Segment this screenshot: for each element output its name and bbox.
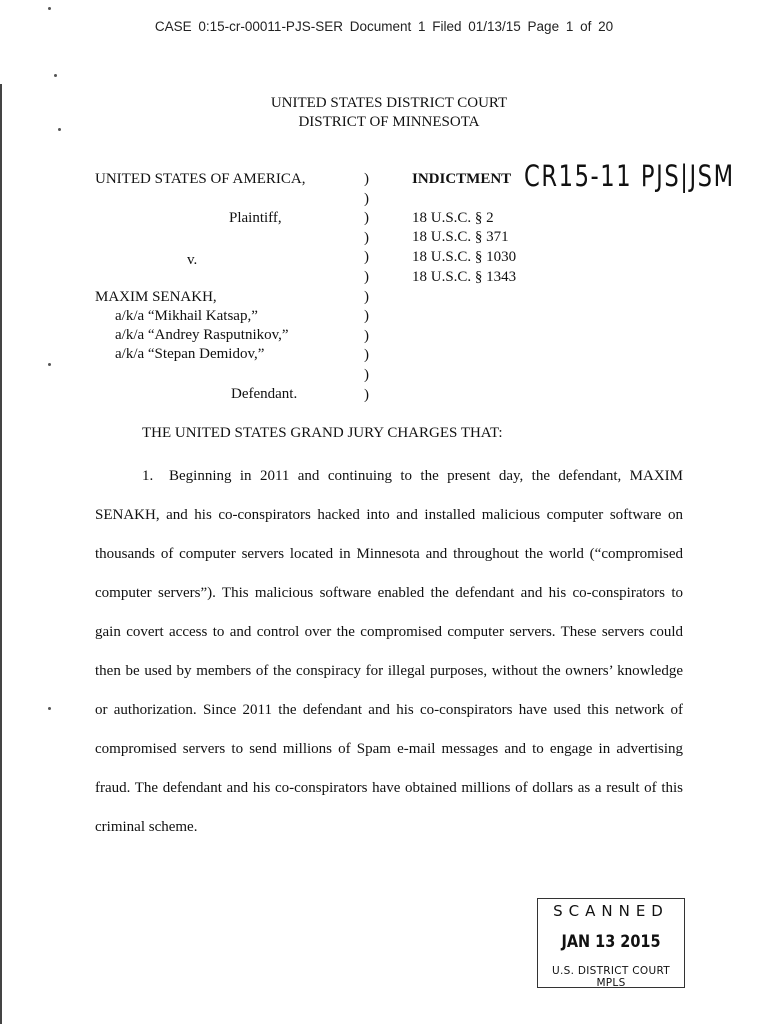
paragraph-number: 1.: [142, 468, 154, 484]
court-district: DISTRICT OF MINNESOTA: [298, 114, 480, 130]
plaintiff-name: UNITED STATES OF AMERICA,: [95, 171, 306, 187]
scanned-stamp: [537, 898, 685, 988]
versus: v.: [187, 252, 198, 268]
caption-paren: ): [364, 367, 369, 383]
caption-paren: ): [364, 249, 369, 266]
scan-speck: [48, 363, 51, 366]
stamp-date: JAN 13 2015: [561, 932, 661, 952]
stamp-title: SCANNED: [553, 902, 669, 920]
statute-citation: 18 U.S.C. § 1030: [412, 249, 517, 265]
defendant-alias: a/k/a “Stepan Demidov,”: [115, 346, 265, 362]
scan-speck: [48, 707, 51, 710]
statute-citation: 18 U.S.C. § 1343: [412, 269, 517, 285]
defendant-role: Defendant.: [231, 386, 298, 402]
caption-paren: ): [364, 347, 369, 364]
scan-speck: [48, 7, 51, 10]
statute-citation: 18 U.S.C. § 2: [412, 210, 494, 226]
plaintiff-role: Plaintiff,: [229, 210, 282, 226]
caption-paren: ): [364, 171, 369, 187]
caption-paren: ): [364, 210, 369, 227]
stamp-court: U.S. DISTRICT COURT MPLS: [551, 965, 671, 989]
caption-paren: ): [364, 288, 369, 305]
scan-edge-line: [0, 84, 2, 1024]
defendant-alias: a/k/a “Andrey Rasputnikov,”: [115, 327, 289, 343]
defendant-alias: a/k/a “Mikhail Katsap,”: [115, 308, 258, 324]
caption-paren: ): [364, 386, 369, 403]
court-title: [0, 94, 768, 132]
paragraph-1: [95, 457, 683, 847]
defendant-name: MAXIM SENAKH,: [95, 289, 217, 305]
case-header: CASE 0:15-cr-00011-PJS-SER Document 1 Filed 01/13/15 Page 1 of 20: [154, 19, 614, 34]
caption-paren: ): [364, 229, 369, 246]
scan-speck: [54, 74, 57, 77]
caption-paren: ): [364, 269, 369, 285]
statute-citation: 18 U.S.C. § 371: [412, 229, 509, 245]
caption-paren: ): [364, 190, 369, 207]
charges-heading: THE UNITED STATES GRAND JURY CHARGES THAT:: [142, 425, 503, 441]
caption-paren: ): [364, 308, 369, 325]
handwritten-case-number: CR15-11 PJS|JSM: [524, 159, 735, 193]
caption-paren: ): [364, 327, 369, 344]
court-name: UNITED STATES DISTRICT COURT: [270, 95, 508, 111]
indictment-label: INDICTMENT: [412, 171, 512, 187]
paragraph-text: Beginning in 2011 and continuing to the present day, the defendant, MAXIM SENAKH, and his co-conspirators hacked into and installed malicious computer software on thousands of computer servers located in Minnesota and throughout the world (“compromised computer servers”). This malicious software enabled the defendant and his co-conspirators to gain covert access to and control over the compromised computer servers. These servers could then be used by members of the conspiracy for illegal purposes, without the owners’ knowledge or authorization. Since 2011 the defendant and his co-conspirators have used this network of compromised servers to send millions of Spam e-mail messages and to engage in advertising fraud. The defendant and his co-conspirators have obtained millions of dollars as a result of this criminal scheme.: [95, 468, 683, 835]
